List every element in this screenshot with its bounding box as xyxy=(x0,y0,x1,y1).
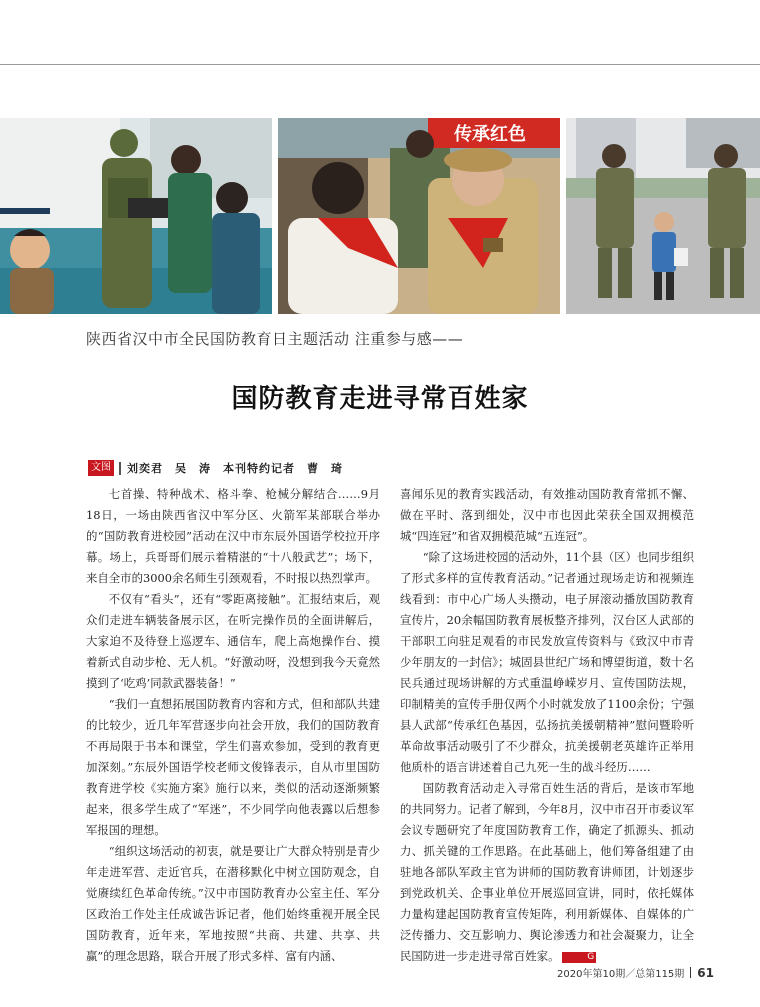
paragraph-final xyxy=(400,778,694,967)
paragraph: 不仅有“看头”，还有“零距离接触”。汇报结束后，观众们走进车辆装备展示区，在听完操作员的全面讲解后，大家迫不及待登上巡逻车、通信车，爬上高炮操作台、摸着新式自动步枪、无人机。“好激动呀，没想到我今天竟然摸到了‘吃鸡’同款武器装备！” xyxy=(86,592,380,690)
page-number: 61 xyxy=(697,965,714,980)
byline-divider xyxy=(119,462,121,475)
byline-authors: 刘奕君 吴 涛 本刊特约记者 曹 琦 xyxy=(127,462,343,475)
article-title: 国防教育走进寻常百姓家 xyxy=(231,384,529,414)
paragraph: 七首操、特种战术、格斗拳、枪械分解结合……9月18日，一场由陕西省汉中军分区、火箭军某部联合举办的“国防教育进校园”活动在汉中市东辰外国语学校拉开序幕。场上，兵哥哥们展示着精湛的“十八般武艺”；场下，来自全市的3000余名师生引颈观看，不时报以热烈掌声。 xyxy=(86,487,380,585)
paragraph-continued: 喜闻乐见的教育实践活动，有效推动国防教育常抓不懈、做在平时、落到细处，汉中市也因此荣获全国双拥模范城“四连冠”和省双拥模范城“五连冠”。 xyxy=(400,487,694,543)
article-column-right xyxy=(400,484,694,967)
paragraph: “我们一直想拓展国防教育内容和方式，但和部队共建的比较少，近几年军营逐步向社会开放，我们的国防教育不再局限于书本和课堂，学生们喜欢参加，受到的教育更加深刻。”东辰外国语学校老师文俊锋表示，自从市里国防教育进学校《实施方案》施行以来，类似的活动逐渐频繁起来，很多学生成了“军迷”，不少同学向他表露以后想参军报国的理想。 xyxy=(86,697,380,837)
page-footer xyxy=(557,965,714,980)
byline xyxy=(88,459,343,477)
issue-info: 2020年第10期／总第115期 xyxy=(557,969,685,980)
banner-text: 传承红色 xyxy=(454,124,526,145)
paragraph: “组织这场活动的初衷，就是要让广大群众特别是青少年走进军营、走近官兵，在潜移默化中树立国防观念，自觉赓续红色革命传统。”汉中市国防教育办公室主任、军分区政治工作处主任成诚告诉记者，他们始终重视开展全民国防教育，近年来，军地按照“共商、共建、共享、共赢”的理念思路，联合开展了形式多样、富有内涵、 xyxy=(86,844,380,963)
footer-divider xyxy=(690,967,691,978)
photo-soldiers-saluting-child xyxy=(566,118,760,314)
top-rule xyxy=(0,64,760,65)
photo-veteran-red-scarf xyxy=(278,118,560,314)
photo-soldier-with-children xyxy=(0,118,272,314)
byline-tag: 文图 xyxy=(88,460,114,476)
article-column-left xyxy=(86,484,380,967)
end-mark: G xyxy=(562,952,596,963)
paragraph-text: 国防教育活动走入寻常百姓生活的背后，是该市军地的共同努力。记者了解到，今年8月，汉中市召开市委议军会议专题研究了年度国防教育工作，确定了抓源头、抓动力、抓关键的工作思路。在此基础上，他们筹备组建了由驻地各部队军政主官为讲师的国防教育讲师团，计划逐步到党政机关、企事业单位开展巡回宣讲，同时，依托媒体力量构建起国防教育宣传矩阵，利用新媒体、自媒体的广泛传播力、交互影响力、舆论渗透力和社会凝聚力，让全民国防进一步走进寻常百姓家。 xyxy=(400,781,694,963)
paragraph: “除了这场进校园的活动外，11个县（区）也同步组织了形式多样的宣传教育活动。”记者通过现场走访和视频连线看到：市中心广场人头攒动，电子屏滚动播放国防教育宣传片，20余幅国防教育展板整齐排列，汉台区人武部的干部职工向驻足观看的市民发放宣传资料与《致汉中市青少年朋友的一封信》；城固县世纪广场和博望街道，数十名民兵通过现场讲解的方式重温峥嵘岁月、宣传国防法规，印制精美的宣传手册仅两个小时就发放了1100余份；宁强县人武部“传承红色基因，弘扬抗美援朝精神”慰问暨聆听革命故事活动吸引了不少群众，抗美援朝老英雄许正举用他质朴的语言讲述着自己九死一生的战斗经历…… xyxy=(400,550,694,774)
article-subtitle: 陕西省汉中市全民国防教育日主题活动 注重参与感—— xyxy=(86,330,464,348)
